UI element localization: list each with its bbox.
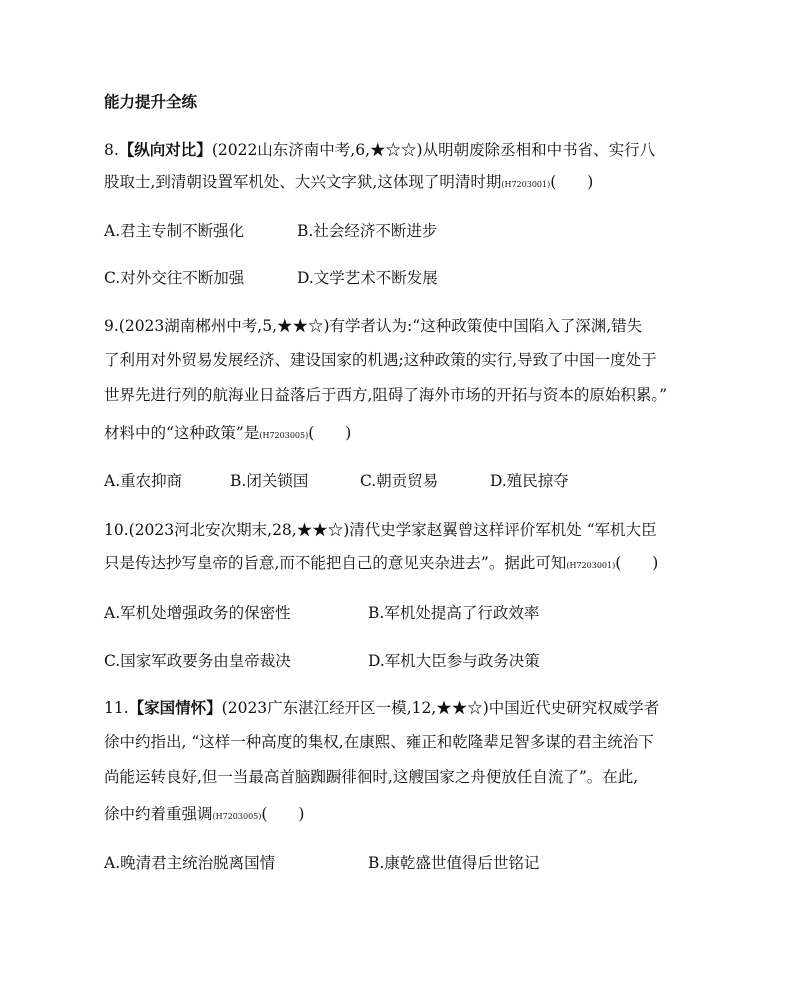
question-tag: 【家国情怀】 <box>128 699 222 717</box>
option-a: A.重农抑商 <box>104 472 183 490</box>
question-text: 只是传达抄写皇帝的旨意,而不能把自己的意见夹杂进去”。据此可知 <box>104 554 567 572</box>
question-11-line-2: 徐中约指出, “这样一种高度的集权,在康熙、雍正和乾隆辈足智多谋的君主统治下 <box>104 733 654 751</box>
option-c: C.对外交往不断加强 <box>104 269 245 287</box>
section-title: 能力提升全练 <box>104 93 198 111</box>
answer-paren: ( ) <box>261 805 305 823</box>
question-text: 徐中约着重强调 <box>104 805 213 823</box>
option-b: B.军机处提高了行政效率 <box>368 604 540 622</box>
option-d: D.殖民掠夺 <box>490 472 569 490</box>
answer-paren: ( ) <box>615 554 659 572</box>
question-code: (H7203005) <box>259 431 309 440</box>
option-c: C.国家军政要务由皇帝裁决 <box>104 652 291 670</box>
question-8-line-1 <box>104 140 655 160</box>
question-11-line-4 <box>104 804 304 827</box>
question-text: (2022山东济南中考,6,★☆☆)从明朝废除丞相和中书省、实行八 <box>211 141 656 159</box>
option-a: A.军机处增强政务的保密性 <box>104 604 291 622</box>
question-9-line-3: 世界先进行列的航海业日益落后于西方,阻碍了海外市场的开拓与资本的原始积累。” <box>104 386 668 404</box>
option-b: B.社会经济不断进步 <box>297 222 438 240</box>
question-number: 8. <box>104 141 119 159</box>
option-b: B.康乾盛世值得后世铭记 <box>368 854 540 872</box>
question-code: (H7203001) <box>566 561 616 570</box>
question-text: 材料中的“这种政策”是 <box>104 424 260 442</box>
question-text: 股取士,到清朝设置军机处、大兴文字狱,这体现了明清时期 <box>104 173 502 191</box>
option-b: B.闭关锁国 <box>230 472 309 490</box>
question-code: (H7203005) <box>212 812 262 821</box>
answer-paren: ( ) <box>550 173 594 191</box>
option-d: D.军机大臣参与政务决策 <box>368 652 540 670</box>
question-text: (2023广东湛江经开区一模,12,★★☆)中国近代史研究权威学者 <box>221 699 660 717</box>
question-10-line-1: 10.(2023河北安次期末,28,★★☆)清代史学家赵翼曾这样评价军机处 “军机大臣 <box>104 521 657 539</box>
option-d: D.文学艺术不断发展 <box>297 269 438 287</box>
question-9-line-4 <box>104 423 351 446</box>
option-a: A.君主专制不断强化 <box>104 222 245 240</box>
option-a: A.晚清君主统治脱离国情 <box>104 854 276 872</box>
question-9-line-2: 了利用对外贸易发展经济、建设国家的机遇;这种政策的实行,导致了中国一度处于 <box>104 351 657 369</box>
question-code: (H7203001) <box>501 180 551 189</box>
answer-paren: ( ) <box>308 424 352 442</box>
question-11-line-1 <box>104 698 659 718</box>
question-10-line-2 <box>104 553 658 576</box>
question-tag: 【纵向对比】 <box>118 141 212 159</box>
option-c: C.朝贡贸易 <box>360 472 439 490</box>
question-9-line-1: 9.(2023湖南郴州中考,5,★★☆)有学者认为:“这种政策使中国陷入了深渊,错失 <box>104 317 643 335</box>
question-number: 11. <box>104 699 129 717</box>
question-11-line-3: 尚能运转良好,但一当最高首脑踟蹰徘徊时,这艘国家之舟便放任自流了”。在此, <box>104 768 639 786</box>
question-8-line-2 <box>104 172 593 195</box>
